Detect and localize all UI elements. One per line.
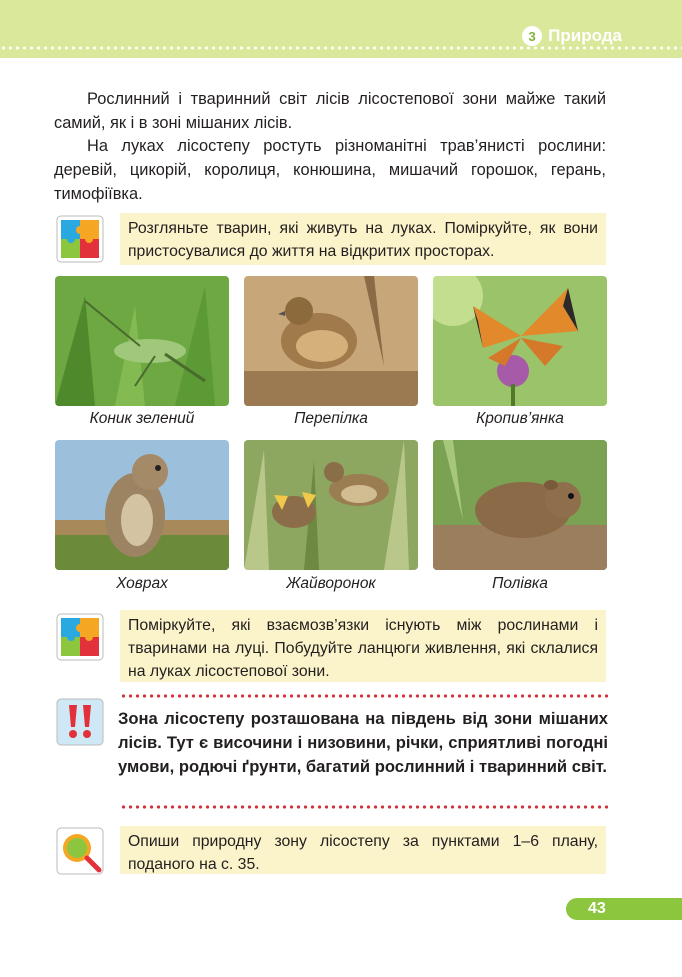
task-text-2: Поміркуйте, які взаємозв’язки існують між рослинами і тваринами на луці. Побудуйте ланцюги живлення, які склалися на луках лісостепової зони. <box>128 617 598 680</box>
task-text-3: Опиши природну зону лісостепу за пунктами 1–6 плану, поданого на с. 35. <box>128 833 598 873</box>
caption-lark: Жайворонок <box>286 575 376 592</box>
section-tag <box>522 26 622 46</box>
caption-grasshopper: Коник зелений <box>89 410 195 427</box>
caption-vole: Полівка <box>492 575 548 592</box>
info-text: Зона лісостепу розташована на південь від зони мішаних лісів. Тут є височини і низовини, річки, сприятливі погодні умови, родючі ґрунти, багатий рослинний і тваринний світ. <box>118 709 608 776</box>
task-box-2 <box>120 610 606 682</box>
exclamation-icon <box>55 697 105 747</box>
task-box-1 <box>120 213 606 265</box>
info-top-dotted-line <box>120 694 608 698</box>
section-number: 3 <box>522 26 542 46</box>
page-number: 43 <box>566 898 682 920</box>
butterfly-photo <box>433 276 607 406</box>
header-dotted-line <box>0 46 682 50</box>
magnifier-icon <box>55 826 105 876</box>
section-title: Природа <box>548 26 622 45</box>
quail-photo <box>244 276 418 406</box>
task-box-3 <box>120 826 606 874</box>
task-text-1: Розгляньте тварин, які живуть на луках. Поміркуйте, як вони пристосувалися до життя на відкритих просторах. <box>128 220 598 260</box>
vole-photo <box>433 440 607 570</box>
info-bottom-dotted-line <box>120 805 608 809</box>
caption-ground-squirrel: Ховрах <box>116 575 168 592</box>
paragraph-1: Рослинний і тваринний світ лісів лісостепової зони майже такий самий, як і в зоні мішаних лісів. <box>54 90 606 132</box>
puzzle-icon <box>55 612 105 662</box>
caption-quail: Перепілка <box>294 410 368 427</box>
lark-photo <box>244 440 418 570</box>
caption-butterfly: Кропив’янка <box>476 410 564 427</box>
ground-squirrel-photo <box>55 440 229 570</box>
puzzle-icon <box>55 214 105 264</box>
paragraph-2: На луках лісостепу ростуть різноманітні трав’янисті рослини: деревій, цикорій, королиця, конюшина, мишачий горошок, герань, тимофіївка. <box>54 137 606 203</box>
grasshopper-photo <box>55 276 229 406</box>
